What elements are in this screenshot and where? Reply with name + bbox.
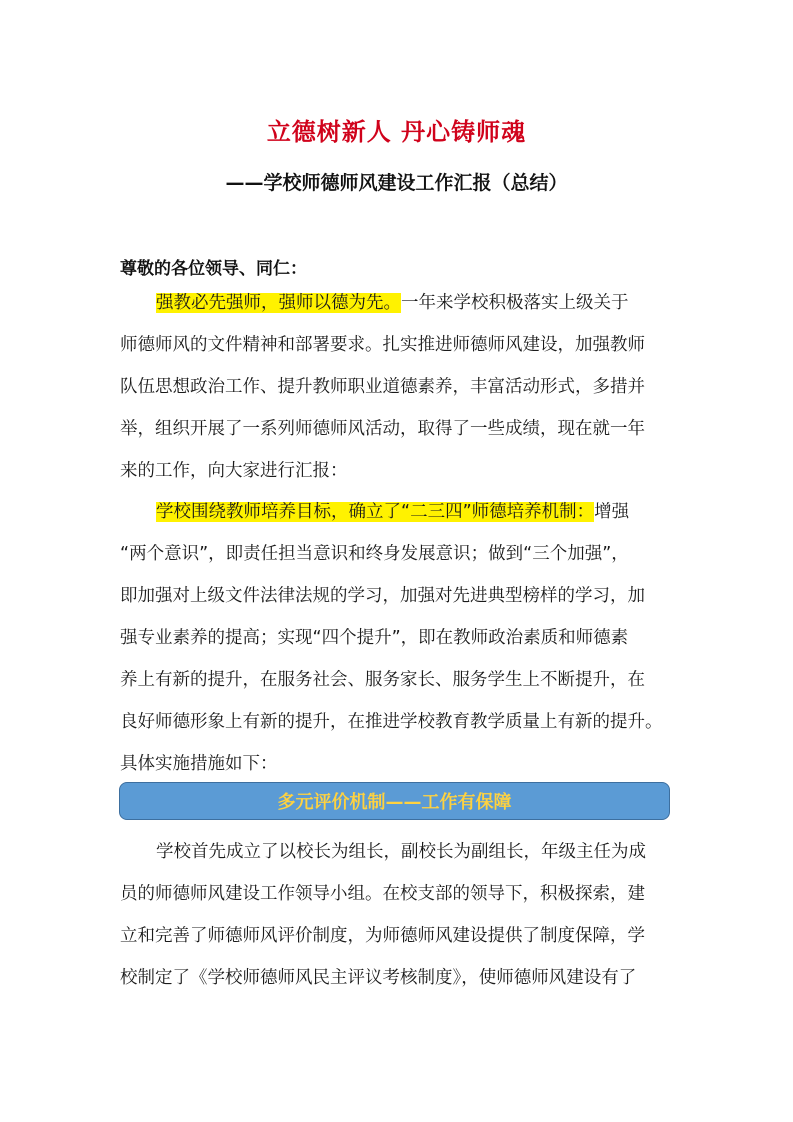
paragraph-line xyxy=(120,491,684,533)
paragraph-line: 校制定了《学校师德师风民主评议考核制度》，使师德师风建设有了 xyxy=(120,968,637,988)
paragraph-line: 即加强对上级文件法律法规的学习，加强对先进典型榜样的学习，加 xyxy=(120,586,645,606)
paragraph-line: 良好师德形象上有新的提升，在推进学校教育教学质量上有新的提升。 xyxy=(120,712,663,732)
paragraph-text: 增强 xyxy=(594,502,630,522)
paragraph-line: 强专业素养的提高；实现“四个提升”，即在教师政治素质和师德素 xyxy=(120,628,629,648)
greeting: 尊敬的各位领导、同仁： xyxy=(120,259,307,279)
section-heading: 多元评价机制——工作有保障 xyxy=(277,792,512,813)
section-heading-box xyxy=(119,782,670,820)
paragraph-line: 员的师德师风建设工作领导小组。在校支部的领导下，积极探索，建 xyxy=(120,884,645,904)
paragraph-line: 养上有新的提升，在服务社会、服务家长、服务学生上不断提升，在 xyxy=(120,670,645,690)
paragraph-line: 举，组织开展了一系列师德师风活动，取得了一些成绩，现在就一年 xyxy=(120,419,645,439)
paragraph-line: “两个意识”，即责任担当意识和终身发展意识；做到“三个加强”， xyxy=(120,544,629,564)
paragraph-line: 立和完善了师德师风评价制度，为师德师风建设提供了制度保障，学 xyxy=(120,926,645,946)
paragraph-line: 师德师风的文件精神和部署要求。扎实推进师德师风建设，加强教师 xyxy=(120,335,645,355)
paragraph-line: 具体实施措施如下： xyxy=(120,754,278,774)
paragraph-text: 一年来学校积极落实上级关于 xyxy=(401,293,629,313)
highlighted-text: 强教必先强师，强师以德为先。 xyxy=(156,293,401,313)
paragraph-evaluation xyxy=(120,831,684,999)
document-title: 立德树新人 丹心铸师魂 xyxy=(266,118,527,146)
paragraph-line: 来的工作，向大家进行汇报： xyxy=(120,461,348,481)
document-subtitle: ——学校师德师风建设工作汇报（总结） xyxy=(225,172,568,194)
paragraph-mechanism xyxy=(120,491,684,785)
paragraph-line: 队伍思想政治工作、提升教师职业道德素养，丰富活动形式，多措并 xyxy=(120,377,645,397)
paragraph-intro xyxy=(120,282,684,492)
highlighted-text: 学校围绕教师培养目标，确立了“二三四”师德培养机制： xyxy=(156,502,595,522)
paragraph-line xyxy=(120,282,684,324)
paragraph-line: 学校首先成立了以校长为组长，副校长为副组长，年级主任为成 xyxy=(156,842,646,862)
